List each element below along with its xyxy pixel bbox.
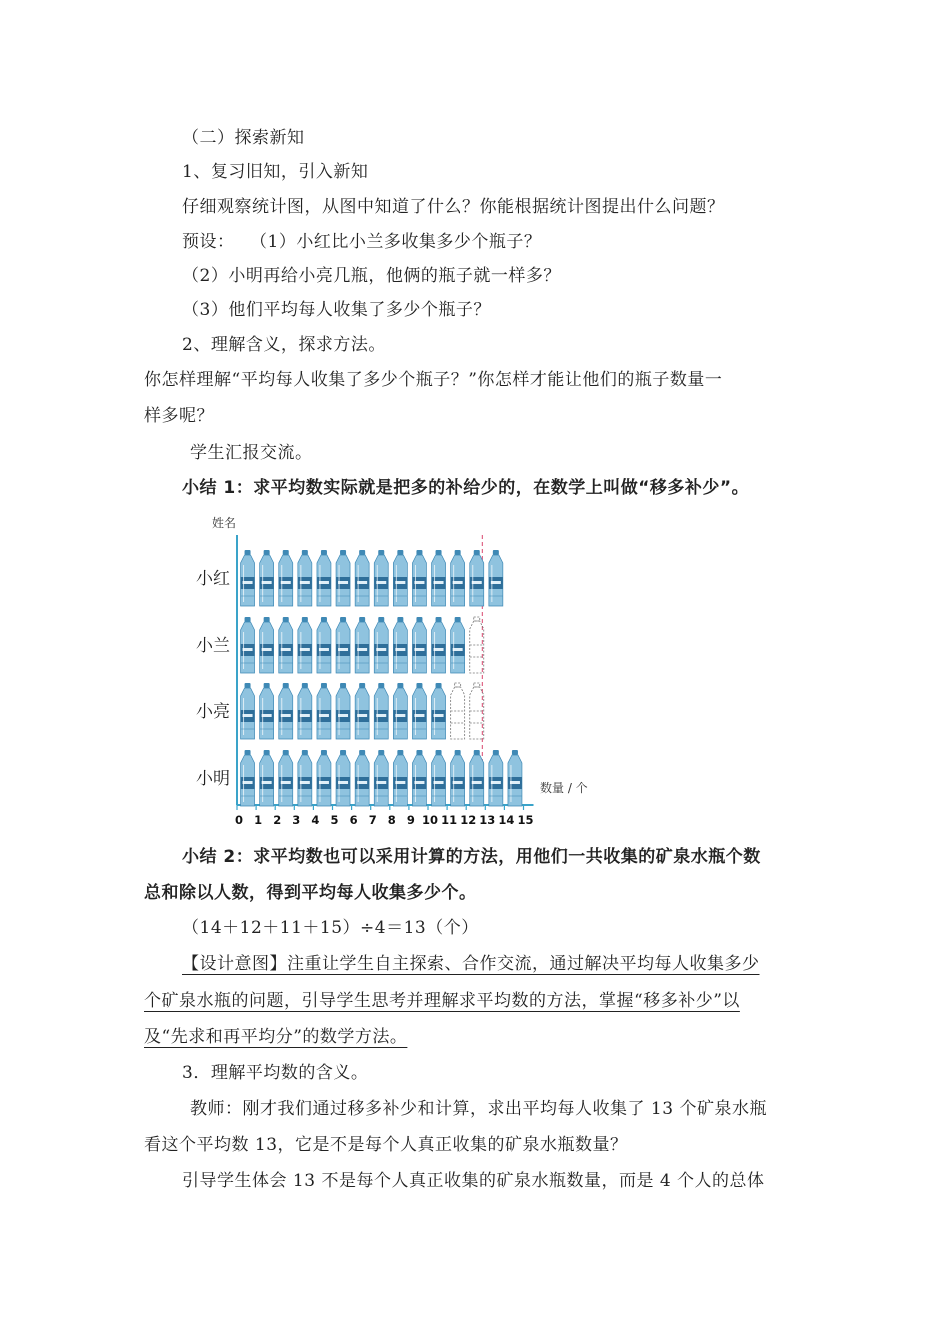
bottle-mark [393, 750, 407, 806]
bottle-mark [489, 550, 503, 606]
x-tick-label: 8 [387, 813, 396, 827]
bottle-placeholder-mark [451, 683, 465, 739]
bottle-mark [317, 750, 331, 806]
bottle-mark [279, 750, 293, 806]
bottle-mark [412, 617, 426, 673]
step2-text-line1: 你怎样理解“平均每人收集了多少个瓶子？”你怎样才能让他们的瓶子数量一 [144, 370, 723, 390]
category-label: 小亮 [196, 702, 230, 722]
x-tick-label: 1 [254, 813, 263, 827]
bottle-mark [336, 617, 350, 673]
design-intent-line1: 【设计意图】注重让学生自主探索、合作交流，通过解决平均每人收集多少 [182, 954, 760, 974]
step3-text-line3: 引导学生体会 13 不是每个人真正收集的矿泉水瓶数量，而是 4 个人的总体 [182, 1171, 765, 1191]
x-tick-label: 9 [406, 813, 415, 827]
bottle-mark [432, 683, 446, 739]
step3-text-line1: 教师：刚才我们通过移多补少和计算，求出平均每人收集了 13 个矿泉水瓶 [190, 1099, 767, 1119]
bottle-mark [412, 550, 426, 606]
bottle-mark [374, 550, 388, 606]
bottle-placeholder-mark [470, 617, 484, 673]
x-tick-label: 4 [311, 813, 320, 827]
bottle-mark [451, 750, 465, 806]
x-tick-label: 15 [517, 813, 534, 827]
step3-title: 3．理解平均数的含义。 [182, 1063, 369, 1083]
x-tick-label: 7 [368, 813, 377, 827]
preset-question-1: （1）小红比小兰多收集多少个瓶子？ [250, 232, 542, 252]
bottle-mark [432, 617, 446, 673]
bottle-mark [374, 683, 388, 739]
category-label: 小兰 [196, 636, 230, 656]
bottle-placeholder-mark [470, 683, 484, 739]
bottle-mark [279, 683, 293, 739]
bottle-mark [451, 550, 465, 606]
x-tick-label: 5 [330, 813, 339, 827]
bottle-mark [451, 617, 465, 673]
category-label: 小红 [196, 569, 230, 589]
bottle-mark [508, 750, 522, 806]
bottle-mark [279, 550, 293, 606]
bottle-mark [260, 683, 274, 739]
bottle-mark [355, 683, 369, 739]
bottle-mark [298, 683, 312, 739]
bottle-mark [298, 750, 312, 806]
bottle-mark [298, 617, 312, 673]
bottle-mark [241, 750, 255, 806]
bottle-mark [355, 617, 369, 673]
bottle-mark [470, 750, 484, 806]
x-tick-label: 13 [479, 813, 496, 827]
step1-text: 仔细观察统计图，从图中知道了什么？你能根据统计图提出什么问题？ [182, 197, 725, 217]
bottle-mark [336, 550, 350, 606]
x-tick-label: 3 [292, 813, 301, 827]
bottle-mark [432, 750, 446, 806]
step1-title: 1、复习旧知，引入新知 [182, 162, 369, 182]
student-report: 学生汇报交流。 [190, 443, 313, 463]
summary-2-line2: 总和除以人数，得到平均每人收集多少个。 [144, 883, 477, 903]
bottle-mark [260, 550, 274, 606]
bottle-mark [470, 550, 484, 606]
section-heading: （二）探索新知 [182, 128, 305, 148]
x-tick-label: 0 [234, 813, 244, 827]
x-tick-label: 14 [498, 813, 515, 827]
summary-1: 小结 1：求平均数实际就是把多的补给少的，在数学上叫做“移多补少”。 [182, 478, 750, 498]
design-intent-line3: 及“先求和再平均分”的数学方法。 [144, 1027, 408, 1047]
bottle-mark [260, 750, 274, 806]
bottle-mark [241, 617, 255, 673]
bottle-mark [241, 550, 255, 606]
bottle-mark [336, 750, 350, 806]
bottle-mark [374, 750, 388, 806]
preset-label: 预设： [182, 232, 235, 252]
x-axis-title: 数量 / 个 [540, 781, 588, 795]
bottle-mark [260, 617, 274, 673]
step3-text-line2: 看这个平均数 13，它是不是每个人真正收集的矿泉水瓶数量？ [144, 1135, 628, 1155]
bottle-mark [393, 683, 407, 739]
bottle-mark [489, 750, 503, 806]
bottle-mark [412, 683, 426, 739]
bottle-mark [317, 550, 331, 606]
bottle-mark [412, 750, 426, 806]
bottle-mark [336, 683, 350, 739]
bottle-mark [432, 550, 446, 606]
bottle-mark [355, 550, 369, 606]
bottle-mark [393, 550, 407, 606]
average-formula: （14＋12＋11＋15）÷4＝13（个） [182, 918, 479, 938]
x-tick-label: 11 [441, 813, 458, 827]
bottle-mark [298, 550, 312, 606]
bottle-mark [355, 750, 369, 806]
preset-question-3: （3）他们平均每人收集了多少个瓶子？ [182, 300, 491, 320]
x-tick-label: 6 [349, 813, 358, 827]
preset-question-2: （2）小明再给小亮几瓶，他俩的瓶子就一样多？ [182, 266, 561, 286]
bottle-mark [393, 617, 407, 673]
bottle-mark [317, 683, 331, 739]
summary-2-line1: 小结 2：求平均数也可以采用计算的方法，用他们一共收集的矿泉水瓶个数 [182, 847, 761, 867]
design-intent-line2: 个矿泉水瓶的问题，引导学生思考并理解求平均数的方法，掌握“移多补少”以 [144, 991, 740, 1011]
step2-text-line2: 样多呢？ [144, 406, 214, 426]
y-axis-title: 姓名 [211, 516, 237, 530]
bottle-mark [374, 617, 388, 673]
category-label: 小明 [196, 769, 230, 789]
bottle-mark [317, 617, 331, 673]
x-tick-label: 2 [273, 813, 282, 827]
bottle-mark [279, 617, 293, 673]
bottle-pictograph-chart [185, 510, 615, 830]
x-tick-label: 10 [421, 813, 439, 827]
bottle-mark [241, 683, 255, 739]
step2-title: 2、理解含义，探求方法。 [182, 335, 386, 355]
x-tick-label: 12 [460, 813, 477, 827]
